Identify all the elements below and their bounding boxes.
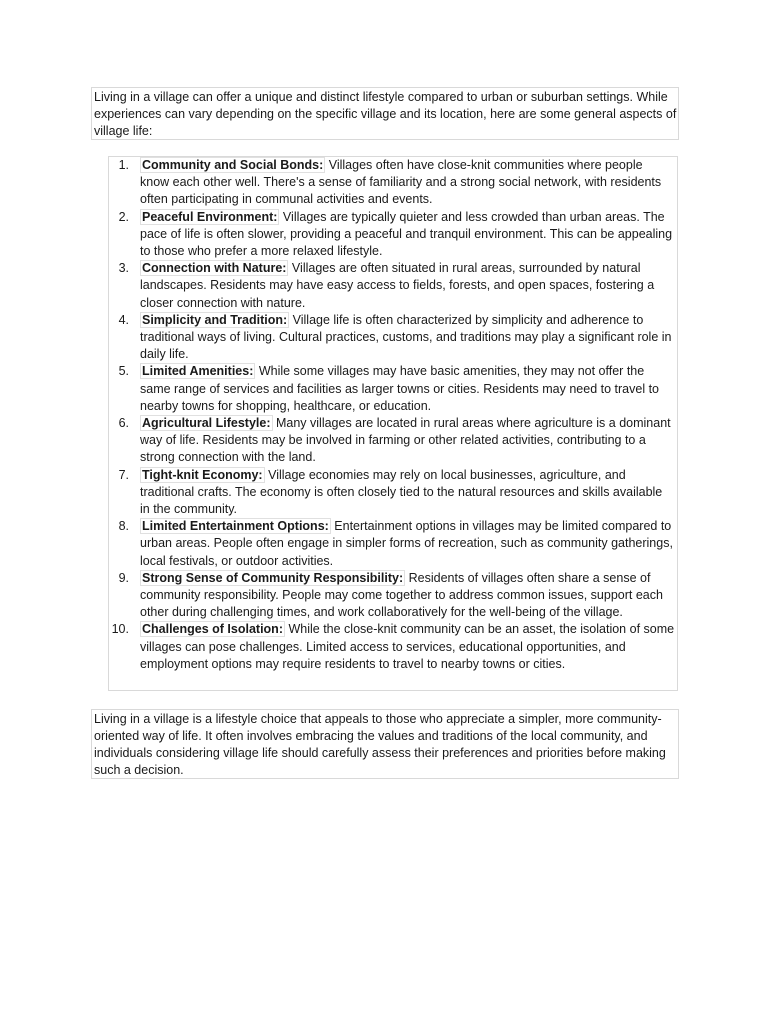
list-item xyxy=(109,621,677,673)
list-item-text: Villages often have close-knit communities where people know each other well. There's a sense of familiarity and a strong social network, with residents often participating in communal activities and events. xyxy=(140,158,662,207)
list-item-term: Agricultural Lifestyle: xyxy=(142,416,271,431)
list-item-text: While the close-knit community can be an asset, the isolation of some villages can pose challenges. Limited access to services, educational opportunities, and employment options may require residents to travel to nearby towns or cities. xyxy=(140,622,675,671)
closing-paragraph: Living in a village is a lifestyle choice that appeals to those who appreciate a simpler, more community-oriented way of life. It often involves embracing the values and traditions of the local community, and individuals considering village life should carefully assess their preferences and priorities before making such a decision. xyxy=(91,709,679,779)
list-item-term: Tight-knit Economy: xyxy=(142,467,263,482)
list-item-number: 4. xyxy=(118,312,129,327)
list-item xyxy=(109,570,677,622)
list-item xyxy=(109,467,677,519)
list-item-term: Peaceful Environment: xyxy=(142,209,278,224)
list-item-number: 10. xyxy=(111,622,129,637)
list-item-number: 2. xyxy=(118,209,129,224)
aspects-list-box xyxy=(108,156,678,691)
list-item-term: Strong Sense of Community Responsibility: xyxy=(142,570,404,585)
list-item-number: 3. xyxy=(118,261,129,276)
list-item-text: Village economies may rely on local businesses, agriculture, and traditional crafts. The economy is often closely tied to the natural resources and skills available in the community. xyxy=(140,467,663,517)
list-item-text: Many villages are located in rural areas where agriculture is a dominant way of life. Residents may be involved in farming or other related activities, contributing to a strong connection with the land. xyxy=(140,416,671,465)
list-item-number: 1. xyxy=(118,158,129,172)
list-item-text: Villages are typically quieter and less crowded than urban areas. The pace of life is often slower, providing a peaceful and tranquil environment. This can be appealing to those who prefer a more relaxed lifestyle. xyxy=(140,209,673,259)
list-item-text: Village life is often characterized by simplicity and adherence to traditional ways of living. Cultural practices, customs, and traditions may play a significant role in daily life. xyxy=(140,312,672,362)
list-item xyxy=(109,518,677,570)
list-item xyxy=(109,363,677,415)
list-item-text: Entertainment options in villages may be limited compared to urban areas. People often engage in simpler forms of recreation, such as community gatherings, local festivals, or outdoor activities. xyxy=(140,519,673,568)
list-item-term: Connection with Nature: xyxy=(142,261,287,276)
list-item-term: Limited Entertainment Options: xyxy=(142,519,329,534)
list-item-term: Community and Social Bonds: xyxy=(142,158,324,172)
list-item-text: Villages are often situated in rural areas, surrounded by natural landscapes. Residents may have easy access to fields, forests, and open spaces, fostering a closer connection with nature. xyxy=(140,261,655,310)
list-item-text: While some villages may have basic amenities, they may not offer the same range of services and facilities as larger towns or cities. Residents may need to travel to nearby towns for shopping, healthcare, or education. xyxy=(140,364,659,413)
list-item-number: 9. xyxy=(118,570,129,585)
list-item-number: 8. xyxy=(118,519,129,534)
list-item-term: Challenges of Isolation: xyxy=(142,622,283,637)
list-item-number: 7. xyxy=(118,467,129,482)
list-item xyxy=(109,415,677,467)
intro-paragraph: Living in a village can offer a unique and distinct lifestyle compared to urban or suburban settings. While experiences can vary depending on the specific village and its location, here are some general aspects of village life: xyxy=(91,87,679,140)
list-item-number: 5. xyxy=(118,364,129,379)
list-item-text: Residents of villages often share a sense of community responsibility. People may come together to address common issues, support each other during challenging times, and work collaboratively for the well-being of the village. xyxy=(140,570,663,620)
list-item xyxy=(109,157,677,209)
list-item-number: 6. xyxy=(118,416,129,431)
list-item xyxy=(109,312,677,364)
list-item xyxy=(109,260,677,312)
aspects-list xyxy=(109,157,677,673)
list-item-term: Limited Amenities: xyxy=(142,364,254,379)
list-item xyxy=(109,209,677,261)
list-item-term: Simplicity and Tradition: xyxy=(142,312,288,327)
